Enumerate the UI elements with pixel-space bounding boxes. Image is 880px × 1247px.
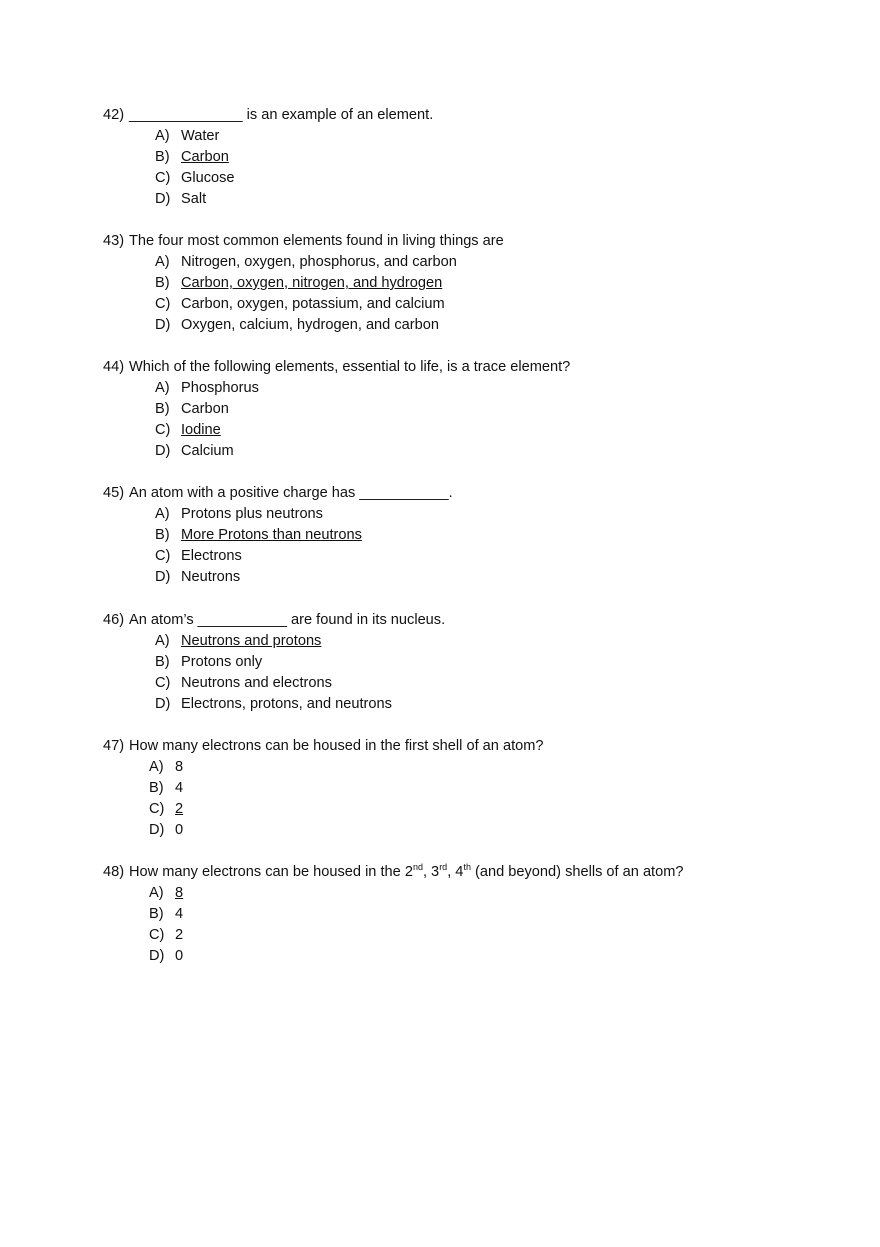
question-43 bbox=[103, 231, 803, 336]
question-text bbox=[129, 610, 445, 631]
question-text bbox=[129, 105, 433, 126]
option-text: Protons only bbox=[181, 654, 263, 670]
text-part: The four most common elements found in living things are bbox=[129, 233, 504, 249]
option bbox=[103, 378, 803, 399]
text-part: How many electrons can be housed in the first shell of an atom? bbox=[129, 738, 544, 754]
option-letter: D) bbox=[149, 948, 165, 964]
question-line bbox=[103, 105, 803, 126]
option bbox=[103, 757, 803, 778]
question-48 bbox=[103, 862, 803, 967]
option-text: Neutrons and electrons bbox=[181, 675, 332, 691]
question-number: 48) bbox=[103, 864, 125, 880]
text-part: ______________ is an example of an element. bbox=[129, 107, 434, 123]
option-letter: C) bbox=[155, 296, 171, 312]
question-47 bbox=[103, 736, 803, 841]
option bbox=[103, 399, 803, 420]
option-text-answer: More Protons than neutrons bbox=[181, 527, 362, 543]
option-letter: A) bbox=[149, 759, 164, 775]
option bbox=[103, 126, 803, 147]
option bbox=[103, 546, 803, 567]
option-letter: A) bbox=[155, 254, 170, 270]
question-42 bbox=[103, 105, 803, 210]
option-text: 2 bbox=[175, 927, 184, 943]
option bbox=[103, 147, 803, 168]
text-part: An atom with a positive charge has ___________. bbox=[129, 485, 453, 501]
option-text-answer: 2 bbox=[175, 801, 184, 817]
question-44 bbox=[103, 357, 803, 462]
option bbox=[103, 694, 803, 715]
question-text bbox=[129, 483, 453, 504]
option bbox=[103, 273, 803, 294]
option-text: 4 bbox=[175, 780, 184, 796]
option-text: Oxygen, calcium, hydrogen, and carbon bbox=[181, 317, 439, 333]
text-part: , 3 bbox=[422, 864, 440, 880]
option-letter: B) bbox=[155, 654, 170, 670]
option-letter: D) bbox=[149, 822, 165, 838]
option-letter: B) bbox=[149, 780, 164, 796]
option-text: Carbon bbox=[181, 401, 229, 417]
option-letter: A) bbox=[155, 128, 170, 144]
superscript: th bbox=[463, 862, 471, 872]
option-text: Protons plus neutrons bbox=[181, 506, 323, 522]
option-text: Calcium bbox=[181, 443, 234, 459]
question-number: 47) bbox=[103, 738, 125, 754]
option-letter: B) bbox=[155, 275, 170, 291]
option-letter: B) bbox=[155, 527, 170, 543]
question-line bbox=[103, 736, 803, 757]
option-text: Neutrons bbox=[181, 569, 241, 585]
question-text bbox=[129, 736, 544, 757]
option-text: Carbon, oxygen, potassium, and calcium bbox=[181, 296, 445, 312]
option-text-answer: Carbon, oxygen, nitrogen, and hydrogen bbox=[181, 275, 443, 291]
option-letter: D) bbox=[155, 696, 171, 712]
option-text: Salt bbox=[181, 191, 207, 207]
option bbox=[103, 799, 803, 820]
option bbox=[103, 946, 803, 967]
question-line bbox=[103, 610, 803, 631]
text-part: (and beyond) shells of an atom? bbox=[470, 864, 684, 880]
option-text: 8 bbox=[175, 759, 184, 775]
option-letter: C) bbox=[155, 675, 171, 691]
option-text: Glucose bbox=[181, 170, 235, 186]
option bbox=[103, 820, 803, 841]
option bbox=[103, 504, 803, 525]
superscript: nd bbox=[412, 862, 423, 872]
option-text: Nitrogen, oxygen, phosphorus, and carbon bbox=[181, 254, 457, 270]
question-line bbox=[103, 357, 803, 378]
question-line bbox=[103, 862, 803, 883]
option-letter: A) bbox=[155, 380, 170, 396]
question-46 bbox=[103, 610, 803, 715]
option-text: 0 bbox=[175, 948, 184, 964]
option bbox=[103, 652, 803, 673]
text-part: , 4 bbox=[447, 864, 464, 880]
option-letter: C) bbox=[155, 170, 171, 186]
question-line bbox=[103, 231, 803, 252]
question-text bbox=[129, 357, 570, 378]
option-text: 4 bbox=[175, 906, 184, 922]
option-letter: B) bbox=[155, 401, 170, 417]
text-part: Which of the following elements, essential to life, is a trace element? bbox=[129, 359, 571, 375]
option-text: Electrons bbox=[181, 548, 242, 564]
option bbox=[103, 778, 803, 799]
option-text: Water bbox=[181, 128, 220, 144]
option bbox=[103, 525, 803, 546]
option bbox=[103, 252, 803, 273]
question-number: 46) bbox=[103, 612, 125, 628]
option bbox=[103, 168, 803, 189]
option bbox=[103, 925, 803, 946]
option-text-answer: Neutrons and protons bbox=[181, 633, 322, 649]
option-letter: C) bbox=[149, 927, 165, 943]
option-text: 0 bbox=[175, 822, 184, 838]
question-text bbox=[129, 862, 684, 883]
option-letter: B) bbox=[155, 149, 170, 165]
option bbox=[103, 673, 803, 694]
option-letter: A) bbox=[155, 506, 170, 522]
option bbox=[103, 441, 803, 462]
option-text: Phosphorus bbox=[181, 380, 259, 396]
option-letter: C) bbox=[149, 801, 165, 817]
question-number: 45) bbox=[103, 485, 125, 501]
option bbox=[103, 315, 803, 336]
option bbox=[103, 904, 803, 925]
option-text-answer: 8 bbox=[175, 885, 184, 901]
option-letter: B) bbox=[149, 906, 164, 922]
option-letter: D) bbox=[155, 317, 171, 333]
option bbox=[103, 294, 803, 315]
option-letter: C) bbox=[155, 548, 171, 564]
option-text-answer: Carbon bbox=[181, 149, 229, 165]
option-letter: A) bbox=[149, 885, 164, 901]
question-number: 43) bbox=[103, 233, 125, 249]
option-letter: C) bbox=[155, 422, 171, 438]
option-letter: D) bbox=[155, 569, 171, 585]
question-45 bbox=[103, 483, 803, 588]
text-part: How many electrons can be housed in the 2 bbox=[129, 864, 413, 880]
option-text: Electrons, protons, and neutrons bbox=[181, 696, 392, 712]
question-line bbox=[103, 483, 803, 504]
superscript: rd bbox=[439, 862, 448, 872]
question-text bbox=[129, 231, 504, 252]
option bbox=[103, 567, 803, 588]
question-number: 44) bbox=[103, 359, 125, 375]
option-letter: D) bbox=[155, 191, 171, 207]
text-part: An atom’s ___________ are found in its nucleus. bbox=[129, 612, 446, 628]
option-letter: A) bbox=[155, 633, 170, 649]
question-number: 42) bbox=[103, 107, 125, 123]
option-letter: D) bbox=[155, 443, 171, 459]
option bbox=[103, 631, 803, 652]
option bbox=[103, 420, 803, 441]
option bbox=[103, 189, 803, 210]
option bbox=[103, 883, 803, 904]
option-text-answer: Iodine bbox=[181, 422, 221, 438]
